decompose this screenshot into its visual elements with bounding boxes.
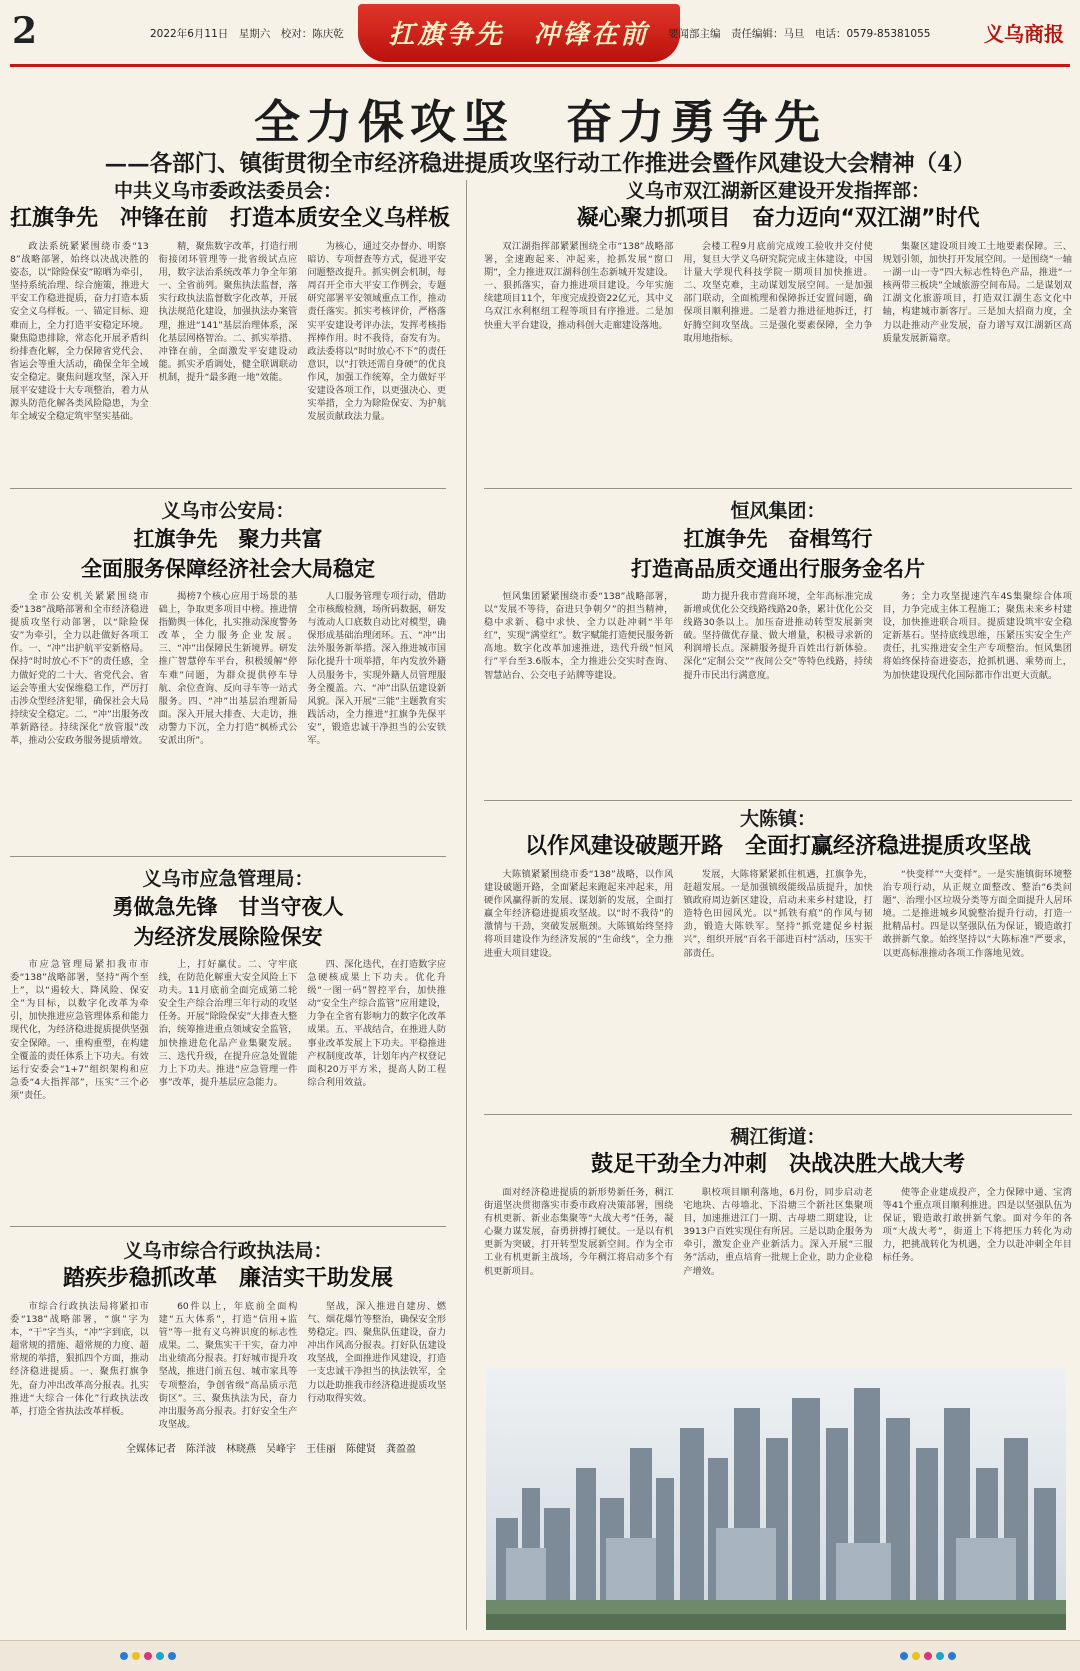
divider-left-1 bbox=[10, 488, 446, 489]
article-body bbox=[10, 590, 446, 808]
article-headline: 勇做急先锋 甘当守夜人 bbox=[112, 895, 344, 919]
dot-blue-icon bbox=[168, 1652, 176, 1660]
center-divider bbox=[466, 180, 467, 1630]
article-headline-line2: 打造高品质交通出行服务金名片 bbox=[631, 557, 925, 581]
article-org: 稠江街道： bbox=[730, 1126, 826, 1148]
divider-right-2 bbox=[484, 800, 1072, 801]
dot-blue-icon bbox=[900, 1652, 908, 1660]
article-body bbox=[10, 240, 446, 472]
article-yingji bbox=[10, 866, 446, 1206]
article-headline: 扛旗争先 冲锋在前 打造本质安全义乌样板 bbox=[10, 206, 451, 231]
article-column: 会楼工程9月底前完成竣工验收并交付使用，复旦大学义乌研究院完成主体建设，中国计量大学现代科技学院一期项目加快推进。二、攻坚克难，主动谋划发展空间。一是加强部门联动，全面梳理和保障拆迁安置问题，确保项目顺利推进。二是着力推进征地拆迁，打好腾空间攻坚战。三是强化要素保障，全力争取用地指标。 bbox=[683, 241, 873, 344]
article-column: 60件以上，年底前全面构建“五大体系”，打造“信用+监管”等一批有义乌辨识度的标志性成果。二、聚焦实干干实，奋力冲出业绩高分报表。打好城市提升攻坚战，推进门前五包、城市家具等专项整治，争创省级“高品质示范街区”。三、聚焦执法为民，奋力冲出服务高分报表。打好安全生产攻坚战。 bbox=[158, 1301, 298, 1430]
dot-cyan-icon bbox=[936, 1652, 944, 1660]
article-column: 面对经济稳进提质的新形势新任务，稠江街道坚决贯彻落实市委市政府决策部署，围绕有机更新、新业态集聚等“大战大考”任务，凝心聚力谋发展，奋勇拼搏打硬仗。一是以有机更新为突破，打开转型发展新空间。作为全市工业有机更新主战场，今年稠江将启动多个有机更新项目。 bbox=[484, 1187, 674, 1277]
article-headline: 扛旗争先 奋楫笃行 bbox=[683, 527, 873, 551]
reporter-credits: 全媒体记者 陈洋波 林晓燕 吴峰宇 王佳丽 陈健贤 龚盈盈 bbox=[126, 1444, 416, 1455]
article-zhengfawei bbox=[10, 178, 451, 478]
footer-dots-left bbox=[120, 1652, 176, 1660]
paper-logo: 义乌商报 bbox=[984, 22, 1064, 46]
dot-yellow-icon bbox=[912, 1652, 920, 1660]
article-column: 使等企业建成投产，全力保障中通、宝湾等41个重点项目顺利推进。四是以坚强队伍为保证，锻造敢打敢拼新气象。面对今年的各项“大战大考”，街道上下将把压力转化为动力，把挑战转化为机遇，全力以赴冲刺全年目标任务。 bbox=[882, 1187, 1072, 1264]
dot-magenta-icon bbox=[924, 1652, 932, 1660]
divider-left-2 bbox=[10, 856, 446, 857]
article-gonganju bbox=[10, 498, 446, 813]
article-column: 政法系统紧紧围绕市委“138”战略部署，始终以决战决胜的姿态，以“除险保安”晾晒为牵引，坚持系统治理、综合施策，推进大平安工作稳进提质，奋力打造本质安全义乌样板。一、锚定目标、迎难而上，全力打造平安稳定环境。聚焦隐患排除，常态化开展矛盾纠纷排查化解，全力保障省党代会、省运会等重大活动，确保全年全域安全稳定。聚焦问题攻坚，深入开展平安建设十大专项整治，着力从源头防范化解各类风险隐患，为全年全域安全稳定筑牢坚实基础。 bbox=[10, 241, 149, 423]
article-column: 坚战，深入推进自建房、燃气、烟花爆竹等整治，确保安全形势稳定。四、聚焦队伍建设，奋力冲出作风高分报表。打好队伍建设攻坚战，全面推进作风建设，打造一支忠诚干净担当的执法铁军，全力以赴助推我市经济稳进提质攻坚行动取得实效。 bbox=[307, 1301, 447, 1404]
article-body bbox=[484, 240, 1072, 472]
article-headline-line2: 全面服务保障经济社会大局稳定 bbox=[81, 557, 375, 581]
article-body bbox=[10, 958, 446, 1204]
divider-right-1 bbox=[484, 488, 1072, 489]
article-headline: 凝心聚力抓项目 奋力迈向“双江湖”时代 bbox=[576, 206, 980, 231]
article-column: 助力提升我市营商环境，全年高标准完成新增或优化公交线路线路20条，累计优化公交线路30条以上。加压奋进推动转型发展新突破。坚持做优存量、做大增量，积极寻求新的利润增长点。深耕服务提升百姓出行新体验。深化“定制公交”“夜间公交”等特色线路，持续提升市民出行满意度。 bbox=[683, 591, 873, 681]
editor-line: 要闻部主编 责任编辑：马旦 电话：0579-85381055 bbox=[668, 28, 931, 40]
article-column: 大陈镇紧紧围绕市委“138”战略，以作风建设破题开路，全面紧起来跑起来冲起来，用硬作风赢得新的发展、谋划新的发展，全面打赢全年经济稳进提质攻坚战。以“时不我待”的激情与干劲，突破发展瓶颈。大陈镇始终坚持将项目建设作为经济发展的“生命线”，全力推进重大项目建设。 bbox=[484, 869, 674, 959]
article-column: 集聚区建设项目竣工土地要素保障。三、规划引领，加快打开发展空间。一是围绕“一轴一湖一山一寺”四大标志性特色产品，推进“一核两带三板块”全域旅游空间布局。二是谋划双江湖文化旅游项目，打造双江湖生态文化中轴，构建城市新客厅。三是加大招商力度，全力以赴推动产业发展，奋力谱写双江湖新区高质量发展新篇章。 bbox=[882, 241, 1072, 344]
page-header bbox=[0, 0, 1080, 68]
article-column: 发展，大陈将紧紧抓住机遇，扛旗争先，赶超发展。一是加强镇级能级品质提升，加快镇政府周边新区建设，启动未来乡村建设，打造特色田园风光。以“抓铁有痕”的作风与韧劲，锻造大陈铁军。坚持“抓党建促乡村振兴”，组织开展“百名干部进百村”活动，压实干部责任。 bbox=[683, 869, 873, 959]
article-headline-line2: 为经济发展除险保安 bbox=[133, 925, 323, 949]
article-headline: 踏疾步稳抓改革 廉洁实干助发展 bbox=[62, 1266, 393, 1291]
dot-yellow-icon bbox=[132, 1652, 140, 1660]
article-hengfeng bbox=[484, 498, 1072, 798]
article-body bbox=[484, 590, 1072, 796]
article-shuangjianghu bbox=[484, 178, 1072, 478]
article-org: 义乌市公安局： bbox=[161, 500, 295, 522]
article-zhifa bbox=[10, 1238, 446, 1468]
article-org: 中共义乌市委政法委员会： bbox=[113, 180, 342, 202]
header-rule bbox=[10, 64, 1070, 67]
article-choujiang bbox=[484, 1124, 1072, 1364]
banner-slogan: 扛旗争先 冲锋在前 bbox=[388, 20, 650, 50]
main-subtitle: ——各部门、镇街贯彻全市经济稳进提质攻坚行动工作推进会暨作风建设大会精神（4） bbox=[104, 151, 976, 177]
page-number: 2 bbox=[12, 10, 38, 52]
article-dachen bbox=[484, 806, 1072, 1106]
article-column: 市综合行政执法局将紧扣市委“138”战略部署，“旗”字为本，“干”字当头，“冲”字到底，以超常规的措施、超常规的力度、超常规的举措，狠抓四个方面，推动经济稳进提质。一、聚焦打旗争先，奋力冲出改革高分报表。扎实推进“大综合一体化”行政执法改革，打造全省执法改革样板。 bbox=[10, 1301, 149, 1417]
dot-magenta-icon bbox=[144, 1652, 152, 1660]
article-column: 四、深化迭代，在打造数字应急硬核成果上下功夫。优化升级“一图一码”智控平台，加快推动“安全生产综合监管”应用建设，力争在全省有影响力的数字化改革成果。五、平战结合，在推进人防事业改革发展上下功夫。平稳推进产权制度改革，计划年内产权登记面积20万平方米，提高人防工程综合利用效益。 bbox=[307, 959, 447, 1088]
article-column: “快变样”“大变样”。一是实施镇街环境整治专项行动，从正规立面整改、整治“6类问题”、治理小区垃圾分类等方面全面提升人居环境。二是推进城乡风貌整治提升行动，打造一批精品村。四是以坚强队伍为保证，锻造敢打敢拼新气象。始终坚持以“大陈标准”严要求，以更高标准推动各项工作落地见效。 bbox=[882, 869, 1072, 959]
article-column: 揭榜7个核心应用于场景的基础上，争取更多项目中榜。推进情指勤舆一体化，扎实推动深度警务改革，全力服务企业发展。三、“冲”出保障民生新境界。研发推广智慧停车平台，积极缓解“停车难”问题，为群众提供停车导航、余位查询、反向寻车等一站式服务。四、“冲”出基层治理新局面。深入开展大排查、大走访，推动警力下沉，全力打造“枫桥式公安派出所”。 bbox=[158, 591, 298, 747]
article-column: 为核心，通过交办督办、明察暗访、专项督查等方式，促进平安问题整改提升。抓实例会机制，每周召开全市大平安工作例会，专题研究部署平安领域重点工作，推动责任落实。抓实考核评价，严格落实平安建设考评办法，发挥考核指挥棒作用。时不我待，奋发有为。政法委将以“时时放心不下”的责任意识，以“打铁还需自身硬”的优良作风，加强工作统筹，全力做好平安建设各项工作，以更强决心、更实举措，全力为除险保安、为护航发展贡献政法力量。 bbox=[307, 241, 447, 423]
footer-dots-right bbox=[900, 1652, 956, 1660]
divider-right-3 bbox=[484, 1114, 1072, 1115]
article-column: 市应急管理局紧扣我市市委“138”战略部署，坚持“两个至上”，以“遏较大、降风险、保安全”为目标，以数字化改革为牵引，加快推进应急管理体系和能力现代化，为经济稳进提质提供坚强安全保障。一、重构重塑，在构建全覆盖的责任体系上下功夫。有效运行安委会“1+7”组织架构和应急委“4大指挥部”，压实“三个必须”责任。 bbox=[10, 959, 149, 1101]
article-body bbox=[484, 868, 1072, 1100]
article-column: 双江湖指挥部紧紧围绕全市“138”战略部署，全速跑起来、冲起来，抢抓发展“窗口期”，全力推进双江湖科创生态新城开发建设。一、狠抓落实，奋力推进项目建设。今年实施续建项目11个，年度完成投资22亿元，其中义乌双江水利枢纽工程等项目有序推进。二是加快重大平台建设，推动科创大走廊建设落地。 bbox=[484, 241, 674, 331]
article-column: 全市公安机关紧紧围绕市委“138”战略部署和全市经济稳进提质攻坚行动部署，以“除险保安”为牵引，全力以赴做好各项工作。一、“冲”出护航平安新格局。保持“时时放心不下”的责任感，全力做好党的二十大、省党代会、省运会等重大安保维稳工作，严厉打击涉众型经济犯罪，确保社会大局持续安全稳定。二、“冲”出服务改革新路径。持续深化“放管服”改革，推动公安政务服务提质增效。 bbox=[10, 591, 149, 747]
main-title: 全力保攻坚 奋力勇争先 bbox=[254, 95, 826, 149]
article-column: 务；全力攻坚提速汽车4S集聚综合体项目，力争完成主体工程施工；聚焦未来乡村建设，加快推进联合项目。提质建设筑牢安全稳定新基石。坚持底线思维，压紧压实安全生产责任，扎实推进安全生产专项整治。恒风集团将始终保持奋进姿态，抢抓机遇、乘势而上，为加快建设现代化国际都市作出更大贡献。 bbox=[882, 591, 1072, 681]
article-org: 义乌市双江湖新区建设开发指挥部： bbox=[625, 180, 930, 202]
page-footer bbox=[0, 1640, 1080, 1671]
slogan-banner bbox=[358, 4, 680, 62]
article-headline: 扛旗争先 聚力共富 bbox=[133, 527, 323, 551]
article-org: 恒风集团： bbox=[730, 500, 826, 522]
article-column: 职校项目顺利落地，6月份，同步启动老宅地块、古母墙北、下沿塘三个新社区集聚项目，加速推进江门一期、古母塘二期建设，让3913户百姓实现住有所居。三是以助企服务为牵引，激发企业产业新活力。深入开展“三服务”活动，重点培育一批规上企业，助力企业稳产增效。 bbox=[683, 1187, 873, 1277]
article-headline: 以作风建设破题开路 全面打赢经济稳进提质攻坚战 bbox=[524, 834, 1031, 859]
article-column: 恒风集团紧紧围绕市委“138”战略部署，以“发展不等待，奋进只争朝夕”的担当精神，稳中求新、稳中求快、全力以赴冲刺“半年红”，实现“满堂红”。数字赋能打造便民服务新高地。数字化改革加速推进，迭代升级“恒风行”平台至3.6版本，全力推进公交实时查询、智慧站台、公交电子站牌等建设。 bbox=[484, 591, 674, 681]
article-body bbox=[10, 1300, 446, 1460]
article-org: 大陈镇： bbox=[739, 808, 816, 830]
article-org: 义乌市综合行政执法局： bbox=[123, 1240, 333, 1262]
article-body bbox=[484, 1186, 1072, 1356]
dot-blue-icon bbox=[948, 1652, 956, 1660]
article-column: 人口服务管理专项行动，借助全市核酸检测，场所码数据，研发与流动人口底数自动比对模型，确保形成基础治理闭环。五、“冲”出法外服务新举措。深入推进城市国际化提升十项举措，年内发放外籍人员服务卡，实现外籍人员管理服务全覆盖。六、“冲”出队伍建设新风貌。深入开展“三能”主题教育实践活动，全力推进“扛旗争先保平安”，锻造忠诚干净担当的公安铁军。 bbox=[307, 591, 447, 747]
divider-left-3 bbox=[10, 1226, 446, 1227]
dot-cyan-icon bbox=[156, 1652, 164, 1660]
date-line: 2022年6月11日 星期六 校对：陈庆乾 bbox=[150, 28, 344, 40]
article-column: 精，聚焦数字改革，打造行刑衔接闭环管理等一批省级试点应用，数字法治系统改革力争全年第一、全省前列。聚焦执法监督，落实行政执法监督数字化改革，开展执法规范化建设，加强执法办案管理，推进“141”基层治理体系，深化基层网格智治。二、抓实举措、冲锋在前，全面激发平安建设动能。抓实矛盾调处，健全联调联动机制，提升“最多跑一地”效能。 bbox=[158, 241, 298, 383]
city-skyline-photo bbox=[486, 1368, 1066, 1630]
article-column: 上，打好赢仗。二、守牢底线，在防范化解重大安全风险上下功夫。11月底前全面完成第二轮安全生产综合治理三年行动的攻坚任务。开展“除险保安”大排查大整治，统筹推进重点领域安全监管，加快推进危化品产业集聚发展。三、迭代升级，在提升应急处置能力上下功夫。推进“应急管理一件事”改革，提升基层应急能力。 bbox=[158, 959, 298, 1088]
article-headline: 鼓足干劲全力冲刺 决战决胜大战大考 bbox=[590, 1152, 965, 1177]
dot-blue-icon bbox=[120, 1652, 128, 1660]
article-org: 义乌市应急管理局： bbox=[142, 868, 314, 890]
